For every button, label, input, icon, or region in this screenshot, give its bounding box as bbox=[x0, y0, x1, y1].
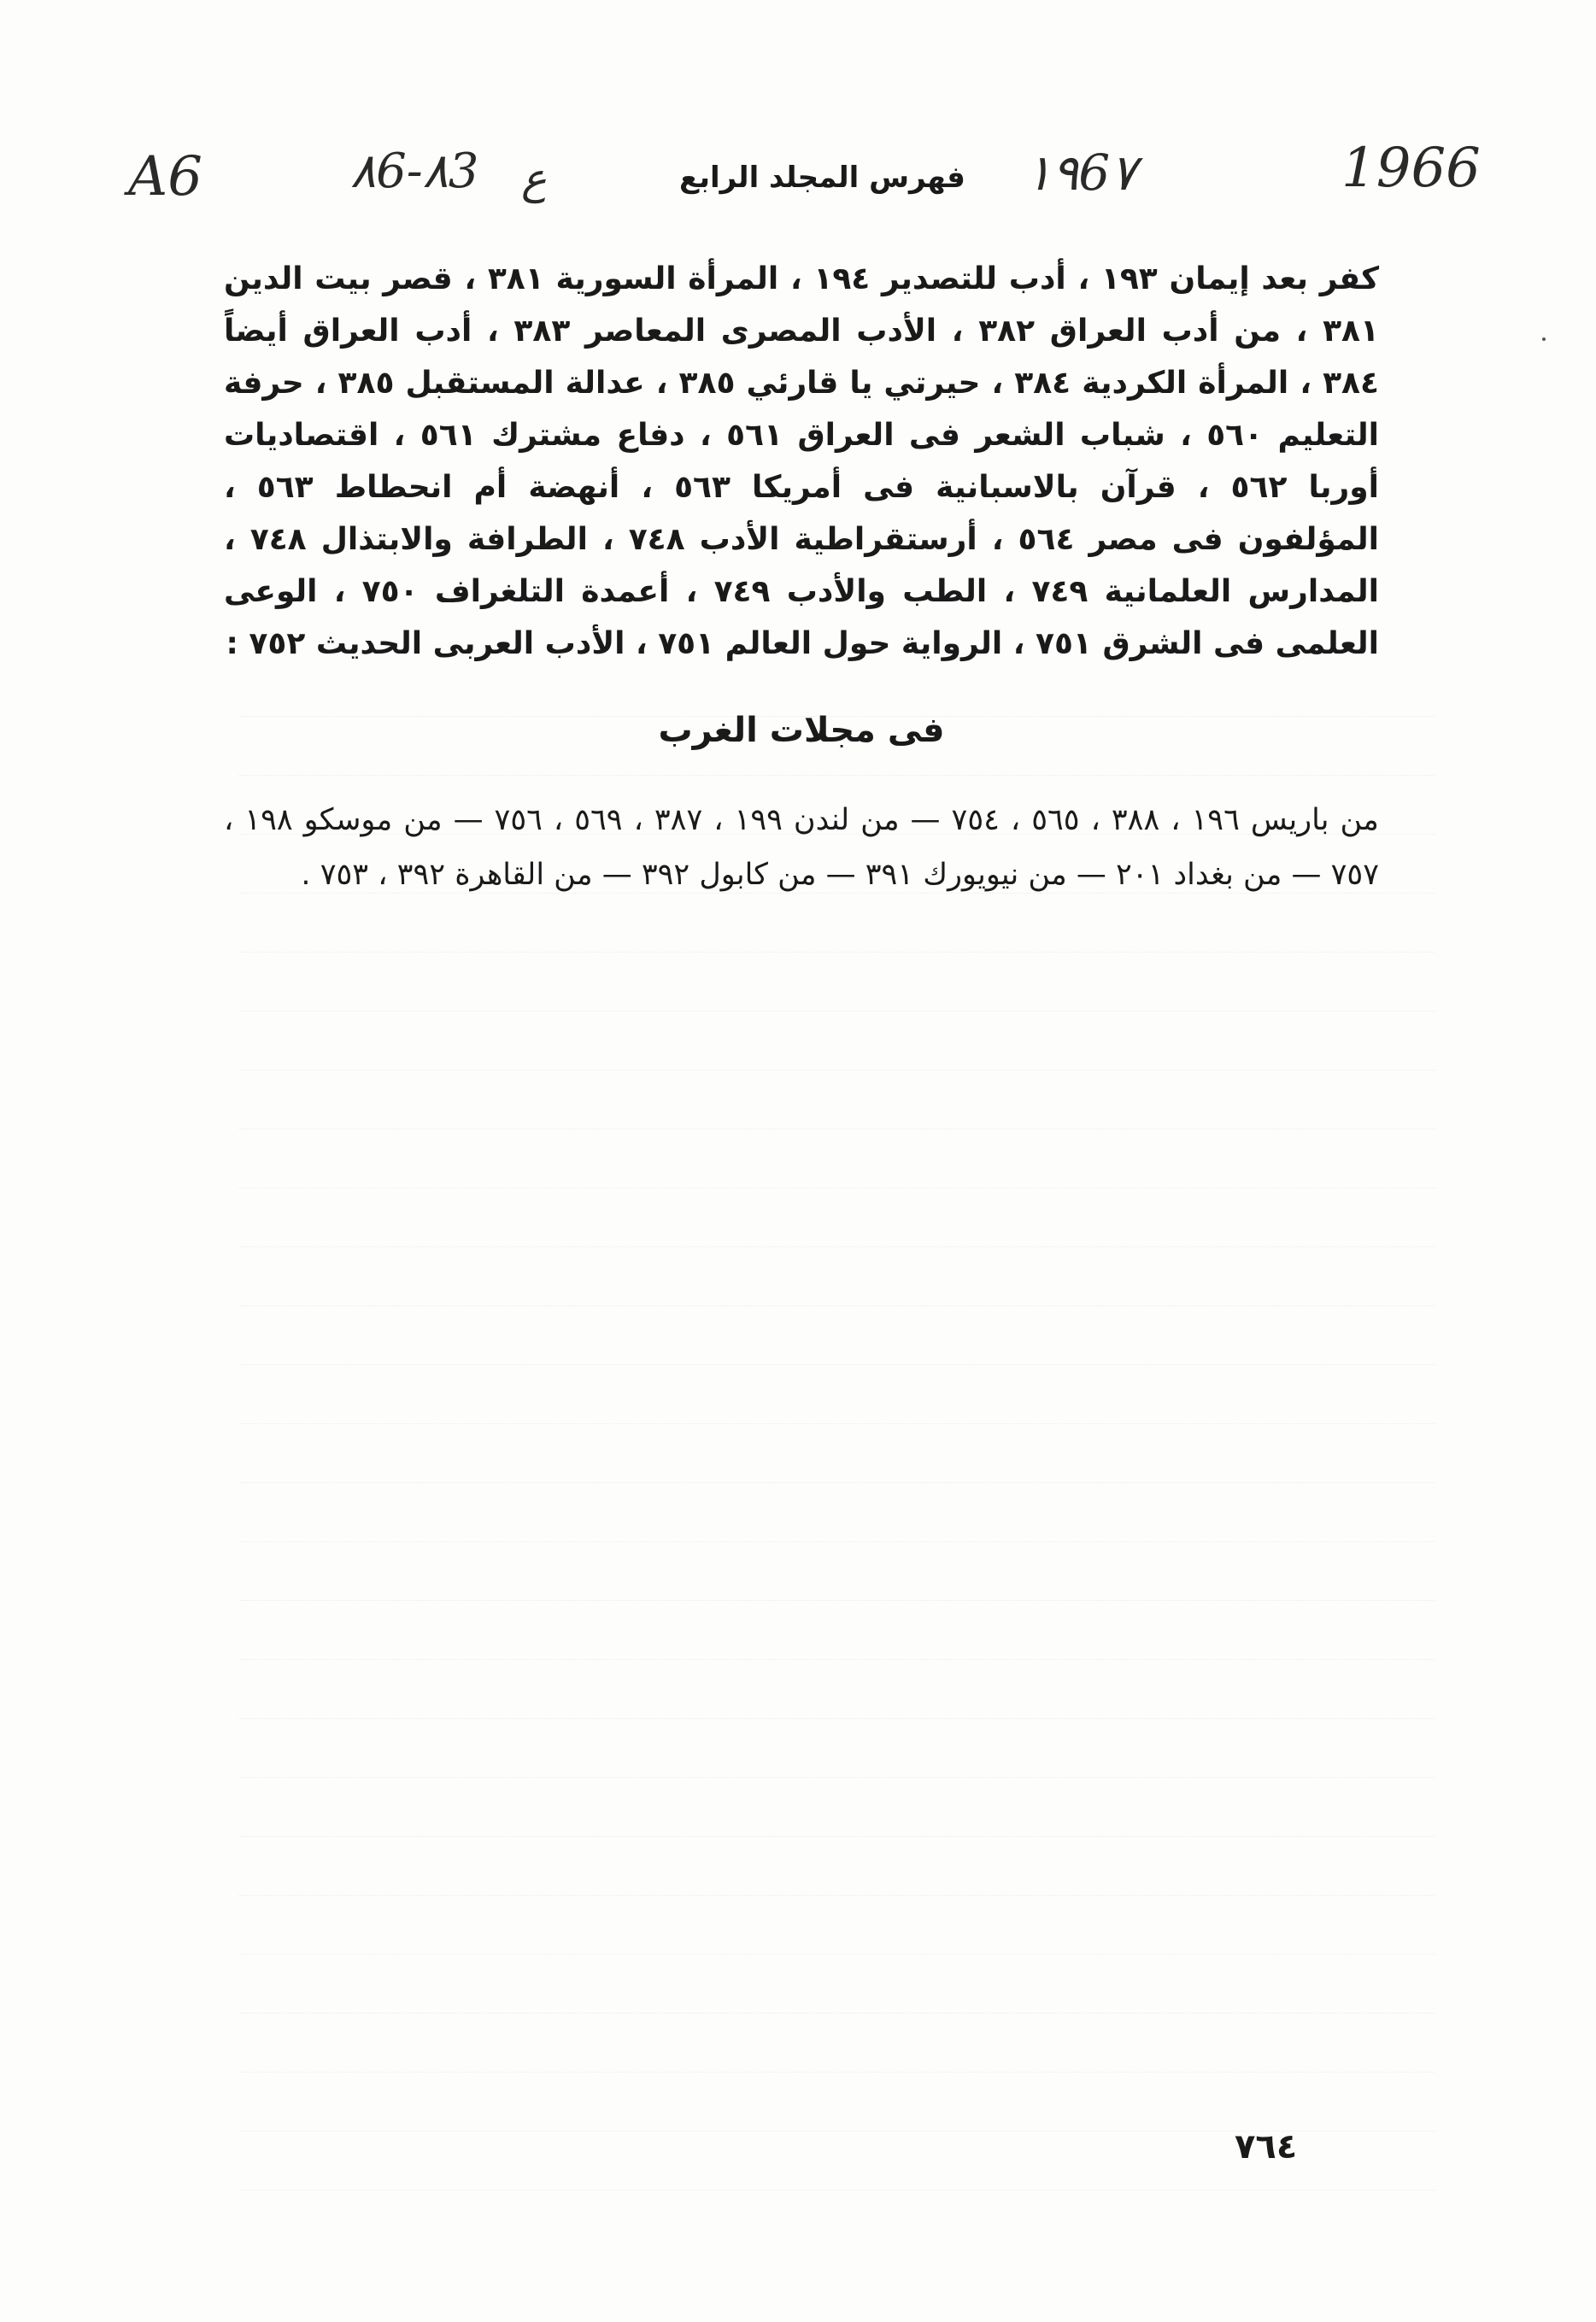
running-title: فهرس المجلد الرابع bbox=[679, 161, 965, 195]
handwritten-page-range: ٨6-٨3 bbox=[350, 144, 479, 199]
western-magazines-paragraph: من باريس ١٩٦ ، ٣٨٨ ، ٥٦٥ ، ٧٥٤ — من لندن ١٩٩ ، ٣٨٧ ، ٥٦٩ ، ٧٥٦ — من موسكو ١٩٨ ، ٧٥٧ — من بغداد ٢٠١ — من نيويورك ٣٩١ — من كابول ٣٩٢ — من القاهرة ٣٩٢ ، ٧٥٣ . bbox=[224, 803, 1379, 892]
page-number: ٧٦٤ bbox=[1235, 2127, 1298, 2167]
index-entries-paragraph: كفر بعد إيمان ١٩٣ ، أدب للتصدير ١٩٤ ، المرأة السورية ٣٨١ ، قصر بيت الدين ٣٨١ ، من أدب العراق ٣٨٢ ، الأدب المصرى المعاصر ٣٨٣ ، أدب العراق أيضاً ٣٨٤ ، المرأة الكردية ٣٨٤ ، حيرتي يا قارئي ٣٨٥ ، عدالة المستقبل ٣٨٥ ، حرفة التعليم ٥٦٠ ، شباب الشعر فى العراق ٥٦١ ، دفاع مشترك ٥٦١ ، اقتصاديات أوربا ٥٦٢ ، قرآن بالاسبانية فى أمريكا ٥٦٣ ، أنهضة أم انحطاط ٥٦٣ ، المؤلفون فى مصر ٥٦٤ ، أرستقراطية الأدب ٧٤٨ ، الطرافة والابتذال ٧٤٨ ، المدارس العلمانية ٧٤٩ ، الطب والأدب ٧٤٩ ، أعمدة التلغراف ٧٥٠ ، الوعى العلمى فى الشرق ٧٥١ ، الرواية حول العالم ٧٥١ ، الأدب العربى الحديث ٧٥٢ : bbox=[224, 261, 1380, 661]
margin-dot bbox=[1542, 337, 1546, 341]
handwritten-note-left: A6 bbox=[128, 145, 202, 208]
section-heading: فى مجلات الغرب bbox=[658, 711, 945, 750]
handwritten-year-1: ١٩6٧ bbox=[1025, 144, 1137, 202]
handwritten-symbol: ع bbox=[521, 154, 547, 203]
handwritten-year-2: 1966 bbox=[1341, 137, 1481, 200]
page-header bbox=[120, 128, 1481, 222]
